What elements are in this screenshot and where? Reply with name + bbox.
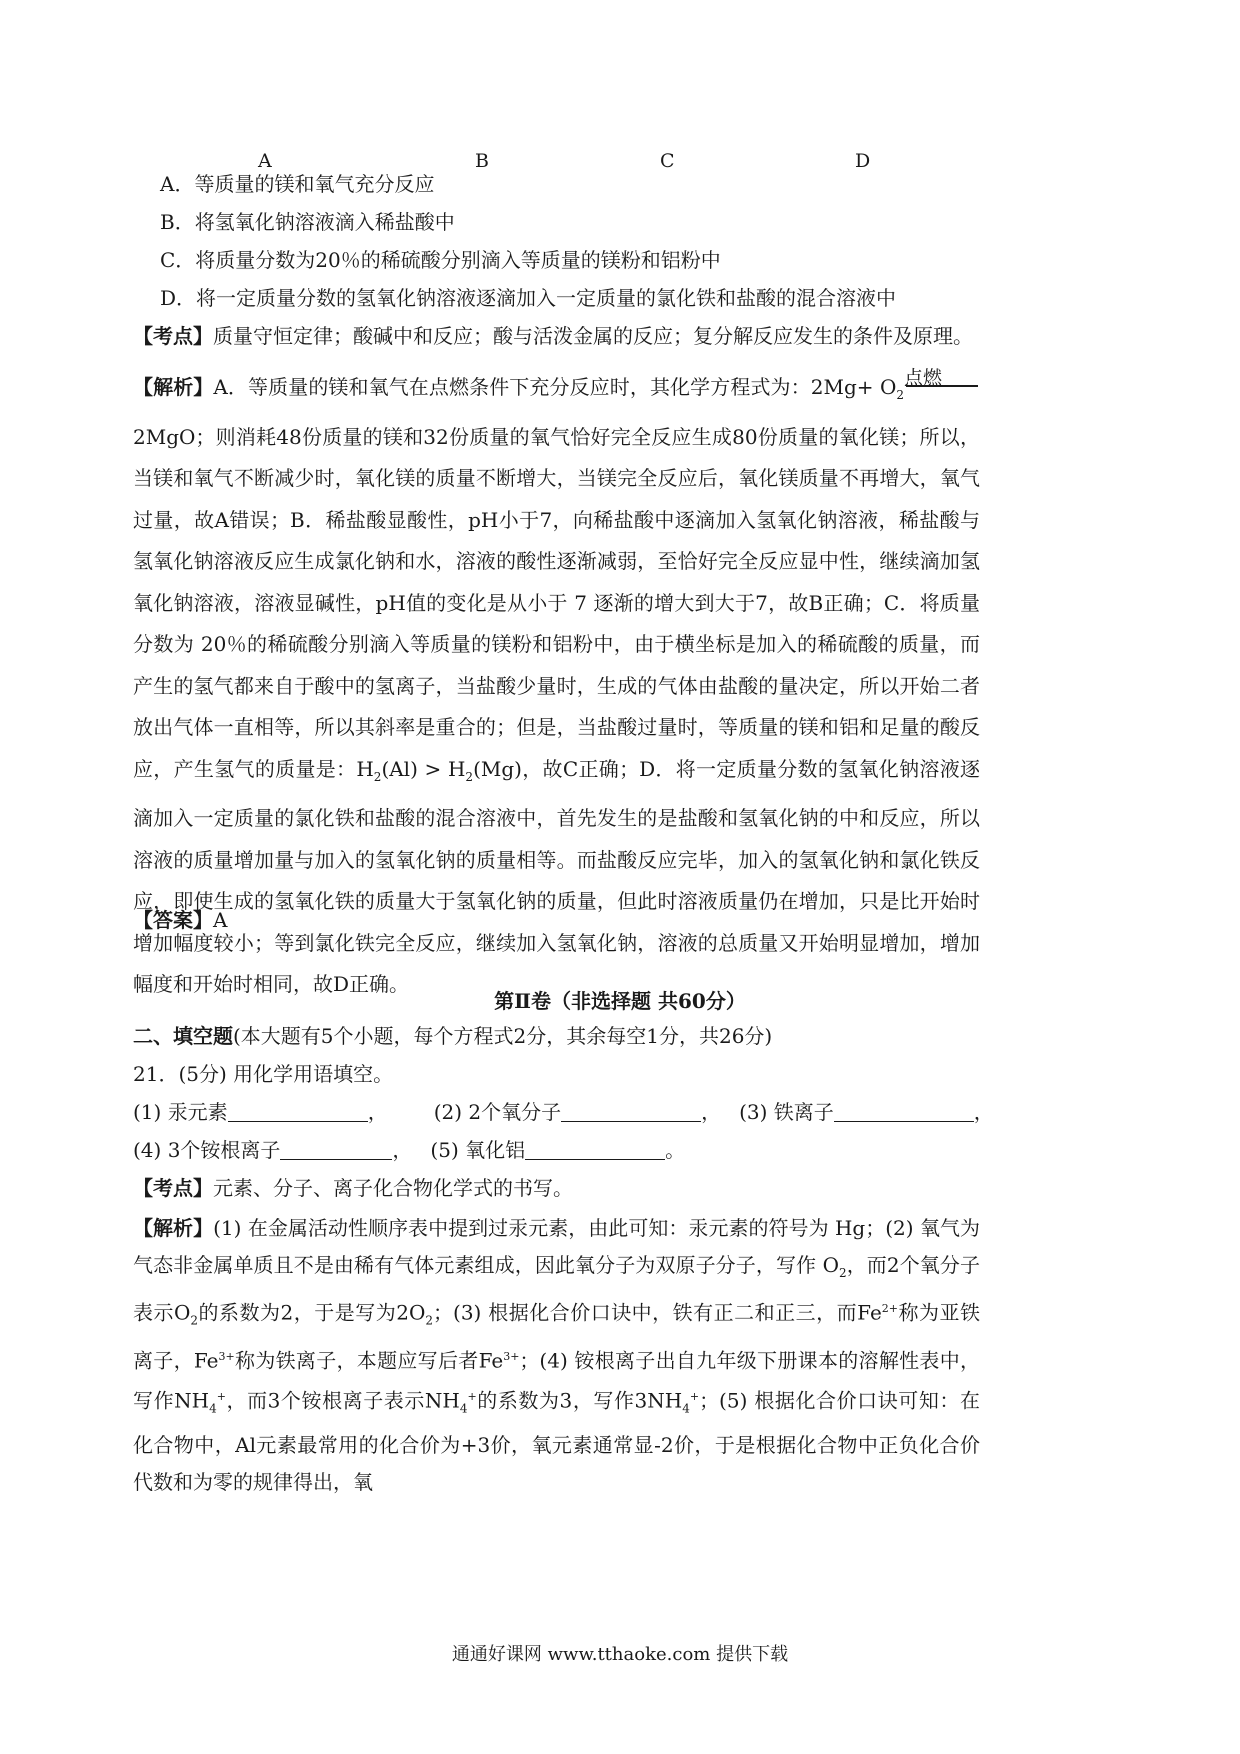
answer-blank[interactable] [561, 1101, 701, 1122]
subscript: 2 [190, 1313, 199, 1328]
q21-blanks-row1 [133, 1100, 1083, 1124]
answer-blank[interactable] [280, 1139, 392, 1160]
jiexi-label: 【解析】 [133, 1216, 214, 1240]
subscript: 2 [373, 769, 382, 784]
option-b: B．将氢氧化钠溶液滴入稀盐酸中 [160, 210, 455, 234]
superscript: + [216, 1390, 226, 1404]
subscript: 2 [896, 388, 904, 402]
reaction-condition [904, 367, 980, 396]
jiexi-label: 【解析】 [133, 375, 214, 399]
graph-label-a: A [258, 150, 272, 172]
jiexi-text: ；(3) 根据化合价口诀中，铁有正二和正三，而Fe [433, 1300, 882, 1325]
superscript: 2+ [881, 1302, 898, 1315]
jiexi-text: 的系数为2，于是写为2O [198, 1300, 426, 1325]
option-c: C．将质量分数为20％的稀硫酸分别滴入等质量的镁粉和铝粉中 [160, 248, 721, 272]
blank-label: (4) 3个铵根离子 [133, 1138, 281, 1162]
graph-label-d: D [855, 150, 871, 172]
subscript: 4 [459, 1401, 468, 1416]
kaodian-text: 元素、分子、离子化合物化学式的书写。 [213, 1176, 573, 1200]
jiexi-text: A．等质量的镁和氧气在点燃条件下充分反应时，其化学方程式为：2Mg+ O [213, 375, 897, 399]
superscript: + [467, 1390, 477, 1404]
q21-stem: 21．(5分) 用化学用语填空。 [133, 1062, 394, 1086]
answer-blank[interactable] [834, 1101, 974, 1122]
punct: 。 [665, 1138, 686, 1162]
q20-kaodian [133, 324, 1083, 348]
option-a: A．等质量的镁和氧气充分反应 [160, 172, 435, 196]
jiexi-text: (Mg)，故C正确；D．将一定质量分数的氢氧化钠溶液逐滴加入一定质量的氯化铁和盐酸的混合溶液中，首先发生的是盐酸和氢氧化钠的中和反应，所以溶液的质量增加量与加入的氢氧化钠的质量相等。而盐酸反应完毕，加入的氢氧化钠和氯化铁反应，即使生成的氢氧化铁的质量大于氢氧化钠的质量，但此时溶液质量仍在增加，只是比开始时增加幅度较小；等到氯化铁完全反应，继续加入氢氧化钠，溶液的总质量又开始明显增加，增加幅度和开始时相同，故D正确。 [133, 756, 980, 996]
blank-label: (2) 2个氧分子 [433, 1100, 562, 1124]
subscript: 2 [838, 1265, 847, 1280]
page-footer: 通通好课网 www.tthaoke.com 提供下载 [451, 1644, 789, 1665]
jiexi-text: ，而2个氧分子表示O [133, 1252, 980, 1325]
graph-label-b: B [475, 150, 489, 172]
section-heading-bold: 二、填空题 [133, 1024, 233, 1048]
answer-blank[interactable] [525, 1139, 665, 1160]
jiexi-text: 称为亚铁离子，Fe [133, 1300, 980, 1373]
jiexi-text: (1) 在金属活动性顺序表中提到过汞元素，由此可知：汞元素的符号为 Hg；(2) 氧气为气态非金属单质且不是由稀有气体元素组成，因此氧分子为双原子分子，写作 O [133, 1216, 980, 1277]
jiexi-text: (Al) > H [381, 756, 466, 781]
section-title: 第Ⅱ卷（非选择题 共60分） [494, 989, 746, 1013]
condition-label: 点燃 [904, 367, 943, 389]
punct: ， [392, 1138, 413, 1162]
superscript: + [689, 1390, 700, 1404]
kaodian-label: 【考点】 [133, 324, 213, 348]
kaodian-text: 质量守恒定律；酸碱中和反应；酸与活泼金属的反应；复分解反应发生的条件及原理。 [213, 324, 973, 348]
blank-label: (5) 氧化铝 [430, 1138, 526, 1162]
jiexi-text: ；(5) 根据化合价口诀可知：在化合物中，Al元素最常用的化合价为+3价，氧元素通常显-2价，于是根据化合物中正负化合价代数和为零的规律得出，氧 [133, 1388, 980, 1494]
punct: ， [367, 1100, 388, 1124]
answer-blank[interactable] [228, 1101, 368, 1122]
answer-text: A [213, 908, 228, 932]
option-d: D．将一定质量分数的氢氧化钠溶液逐滴加入一定质量的氯化铁和盐酸的混合溶液中 [160, 286, 897, 310]
subscript: 2 [465, 769, 474, 784]
subscript: 4 [209, 1401, 217, 1416]
blank-label: (3) 铁离子 [739, 1100, 834, 1124]
graph-label-c: C [660, 150, 675, 172]
answer-label: 【答案】 [133, 908, 213, 932]
section-heading-rest: (本大题有5个小题，每个方程式2分，其余每空1分，共26分) [233, 1024, 773, 1048]
jiexi-text: 称为铁离子，本题应写后者Fe [234, 1348, 504, 1373]
jiexi-text: ，而3个铵根离子表示NH [225, 1388, 460, 1413]
jiexi-text: ；(4) 铵根离子出自九年级下册课本的溶解性表中，写作NH [133, 1348, 981, 1413]
kaodian-label: 【考点】 [133, 1176, 213, 1200]
q21-kaodian [133, 1176, 1083, 1200]
reaction-arrow [906, 385, 978, 387]
superscript: 3+ [503, 1350, 520, 1364]
punct: ， [973, 1100, 994, 1124]
subscript: 2 [425, 1313, 434, 1328]
jiexi-text: 的系数为3，写作3NH [476, 1388, 683, 1413]
q21-jiexi [133, 1210, 980, 1500]
q21-blanks-row2 [133, 1138, 1083, 1162]
subscript: 4 [682, 1401, 690, 1416]
superscript: 3+ [218, 1350, 235, 1364]
jiexi-text: 2MgO；则消耗48份质量的镁和32份质量的氧气恰好完全反应生成80份质量的氧化镁；所以，当镁和氧气不断减少时，氧化镁的质量不断增大，当镁完全反应后，氧化镁质量不再增大，氧气过量，故A错误；B．稀盐酸显酸性，pH小于7，向稀盐酸中逐滴加入氢氧化钠溶液，稀盐酸与氢氧化钠溶液反应生成氯化钠和水，溶液的酸性逐渐减弱，至恰好完全反应显中性，继续滴加氢氧化钠溶液，溶液显碱性，pH值的变化是从小于 7 逐渐的增大到大于7，故B正确；C．将质量分数为 20％的稀硫酸分别滴入等质量的镁粉和铝粉中，由于横坐标是加入的稀硫酸的质量，而产生的氢气都来自于酸中的氢离子，当盐酸少量时，生成的气体由盐酸的量决定，所以开始二者放出气体一直相等，所以其斜率是重合的；但是，当盐酸过量时，等质量的镁和铝和足量的酸反应，产生氢气的质量是：H [133, 424, 980, 781]
q20-answer [133, 908, 1083, 932]
section-heading [133, 1024, 1083, 1048]
punct: ， [701, 1100, 722, 1124]
blank-label: (1) 汞元素 [133, 1100, 228, 1124]
